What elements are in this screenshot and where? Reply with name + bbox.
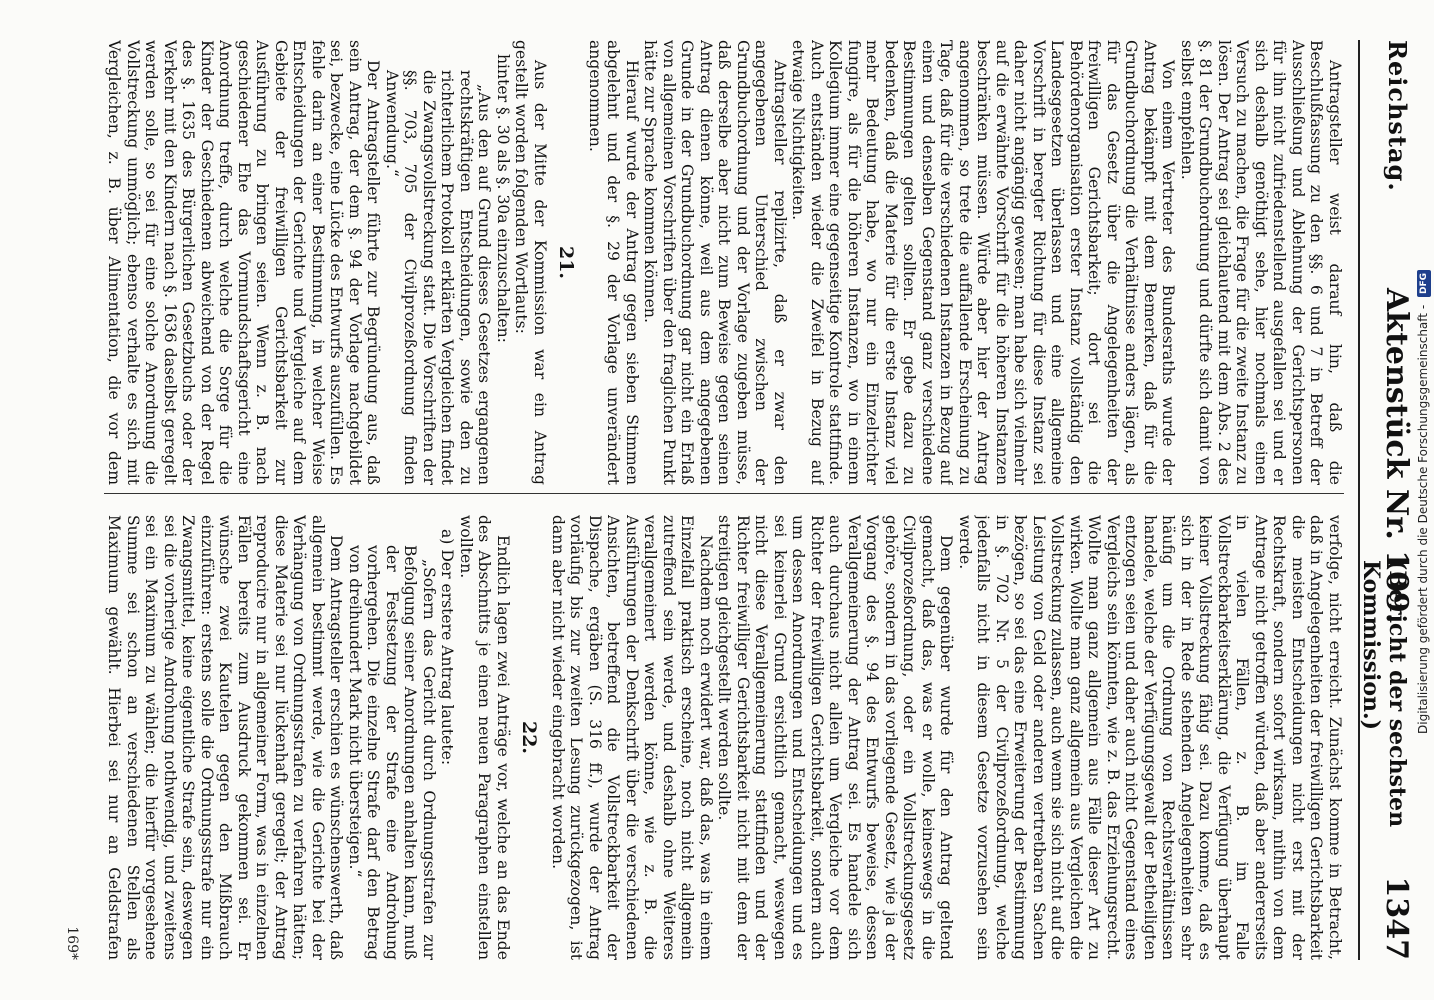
section-heading: 21. — [555, 245, 578, 280]
paragraph: Dem Antragsteller erschien es wünschenswerth, daß allgemein bestimmt werde, wie die Gerichte bei der Verhängung von Ordnungsstrafen zu verfahren hätten; diese Materie sei nur lückenhaft geregelt; der Antrag reproducire nur in allgemeiner Form, was in einzelnen Fällen bereits zum Ausdruck gekommen sei. Er wünsche zwei Kautelen gegen den Mißbrauch einzuführen: erstens solle die Ordnungsstrafe nur ein Zwangsmittel, keine eigentliche Strafe sein, deswegen sei die vorherige Androhung nothwendig, und zweitens sei ein Maximum zu wählen; die hierfür vorgesehene Summe sei schon an verschiedenen Stellen als Maximum gewählt. Hierbei sei nur an Geldstrafen — [105, 515, 346, 960]
paragraph: Aus der Mitte der Kommission war ein Antrag gestellt worden folgenden Wortlauts: — [512, 40, 549, 485]
paragraph: Von einem Vertreter des Bundesraths wurde der Antrag bekämpft mit dem Bemerken, daß für die Grundbuchordnung die Verhältnisse anders lägen, als für das Gesetz über die Angelegenheiten der freiwilligen Gerichtsbarkeit; dort sei die Behördenorganisation erster Instanz vollständig den Landesgesetzen überlassen und eine allgemeine Vorschrift in beregter Richtung für diese Instanz sei daher nicht angängig gewesen; man habe sich vielmehr auf die erwähnte Vorschrift für die höheren Instanzen beschränken müssen. Würde aber hier der Antrag angenommen, so trete die auffallende Erscheinung zu Tage, daß für die verschiedenen Instanzen in Bezug auf einen und denselben Gegenstand ganz verschiedene Bestimmungen gelten sollten. Er gebe dazu zu bedenken, daß die Materie für die erste Instanz viel mehr Bedeutung habe, wo nur ein Einzelrichter fungire, als für die höheren Instanzen, wo in einem Kollegium immer eine gegenseitige Kontrole stattfinde. Auch entständen wieder die Zweifel in Bezug auf etwaige Nichtigkeiten. — [789, 40, 1178, 485]
footer-page-mark: 169* — [64, 926, 80, 960]
header-page-number: 1347 — [1379, 876, 1414, 960]
paragraph: hinter §. 30 als §. 30a einzuschalten: — [494, 54, 512, 343]
header-rule — [1358, 40, 1360, 960]
header-document-number: Aktenstück Nr. 109. — [1379, 288, 1414, 624]
header-reichstag: Reichstag. — [1383, 40, 1412, 192]
section-heading: 22. — [518, 720, 541, 755]
paragraph: Endlich lagen zwei Anträge vor, welche an das Ende des Abschnitts je einen neuen Paragraphen einstellen wollten. — [457, 515, 512, 960]
dfg-side-notice — [1412, 6, 1430, 998]
paragraph: Nachdem noch erwidert war, daß das, was in einem Einzelfall praktisch erscheine, noch nicht allgemein zutreffend sein werde, und deshalb ohne Weiteres verallgemeinert werden könne, wie z. B. die Ausführungen der Denkschrift über die verschiedenen Ansichten, betreffend die Vollstreckbarkeit der Dispache, ergäben (S. 316 ff.), wurde der Antrag vorläufig bis zur zweiten Lesung zurückgezogen, ist dann aber nicht wieder eingebracht worden. — [549, 515, 715, 960]
page-header — [1358, 40, 1416, 960]
dfg-logo: DFG — [1417, 270, 1431, 297]
paragraph: verfolge, nicht erreicht. Zunächst komme in Betracht, daß in Angelegenheiten der freiwilligen Gerichtsbarkeit die meisten Entscheidungen nicht erst mit der Rechtskraft, sondern sofort wirksam, mithin von dem Antrage nicht getroffen würden, daß aber andererseits in vielen Fällen, z. B. im Falle Vollstreckbarkeitserklärung, die Verfügung überhaupt keiner Vollstreckung fähig sei. Dazu komme, daß es sich in der in Rede stehenden Angelegenheiten sehr häufig um die Ordnung von Rechtsverhältnissen handele, welche der Verfügungsgewalt der Betheiligten entzogen seien und daher auch nicht Gegenstand eines Vergleichs sein könnten, wie z. B. das Erziehungsrecht. Wollte man ganz allgemein aus Fälle dieser Art zu wirken. Wollte man ganz allgemein aus Vergleichen die Vollstreckung zulassen, auch wenn sie sich nicht auf die Leistung von Geld oder anderen vertretbaren Sachen bezögen, so sei das eine Erweiterung der Bestimmung in §. 702 Nr. 5 der Civilprozeßordnung, welche jedenfalls nicht in diesem Gesetze vorzusehen sein werde. — [956, 515, 1344, 960]
dfg-notice-text: Digitalisierung gefördert durch die Deutsche Forschungsgemeinschaft - — [1416, 304, 1430, 734]
paragraph: a) Der erstere Antrag lautete: — [438, 529, 457, 766]
left-column — [104, 40, 1344, 485]
column-divider — [104, 493, 1344, 494]
quoted-motion: „Sofern das Gericht durch Ordnungsstrafen zur Befolgung seiner Anordnungen anhalten kann, muß der Festsetzung der Strafe eine Androhung vorhergehen. Die einzelne Strafe darf den Betrag von dreihundert Mark nicht übersteigen.“ — [346, 545, 438, 960]
quoted-motion: „Aus den auf Grund dieses Gesetzes ergangenen rechtskräftigen Entscheidungen, sowie den zu richterlichem Protokoll erklärten Vergleichen findet die Zwangsvollstreckung statt. Die Vorschriften der §§. 703, 705 der Civilprozeßordnung finden Anwendung.“ — [383, 70, 494, 485]
paragraph: Antragsteller replizirte, daß er zwar den angegebenen Unterschied zwischen der Grundbuchordnung und der Vorlage zugeben müsse, daß derselbe aber nicht zum Beweise gegen seinen Antrag dienen könne, weil aus dem angegebenen Grunde in der Grundbuchordnung gar nicht ein Erlaß von allgemeinen Vorschriften über den fraglichen Punkt hätte zur Sprache kommen können. — [641, 40, 789, 485]
right-column — [104, 515, 1344, 960]
paragraph: Hierauf wurde der Antrag gegen sieben Stimmen abgelehnt und der §. 29 der Vorlage unverändert angenommen. — [586, 40, 641, 485]
paragraph: Der Antragsteller führte zur Begründung aus, daß sein Antrag, der dem §. 94 der Vorlage nachgebildet sei, bezwecke, eine Lücke des Entwurfs auszufüllen. Es fehle darin an einer Bestimmung, in welcher Weise Entscheidungen der Gerichte und Vergleiche auf dem Gebiete der freiwilligen Gerichtsbarkeit zur Ausführung zu bringen seien. Wenn z. B. nach geschiedener Ehe das Vormundschaftsgericht eine Anordnung treffe, durch welche die Sorge für die Kinder der Geschiedenen abweichend von der Regel des §. 1635 des Bürgerlichen Gesetzbuchs oder der Verkehr mit den Kindern nach §. 1636 daselbst geregelt werden solle, so sei für eine solche Anordnung die Vollstreckung unmöglich; ebenso verhalte es sich mit Vergleichen, z. B. über Alimentation, die vor dem — [105, 40, 383, 485]
header-report-title: (Bericht der sechsten Kommission.) — [1358, 560, 1410, 828]
paragraph: Dem gegenüber wurde für den Antrag geltend gemacht, daß das, was er wolle, keineswegs in die Civilprozeßordnung, oder ein Vollstreckungsgesetz gehöre, sondern in das vorliegende Gesetz, wie ja der Vorgang des §. 94 des Entwurfs beweise, dessen Verallgemeinerung der Antrag sei. Es handele sich auch durchaus nicht allein um Vergleiche vor dem Richter der freiwilligen Gerichtsbarkeit, sondern auch um dessen Anordnungen und Entscheidungen und es sei keinerlei Grund ersichtlich gemacht, weswegen nicht diese Verallgemeinerung stattfinden und der Richter freiwilliger Gerichtsbarkeit nicht mit dem der streitigen gleichgestellt werden sollte. — [715, 515, 956, 960]
paragraph: Antragsteller weist darauf hin, daß die Beschlußfassung zu den §§. 6 und 7 in Betreff der Ausschließung und Ablehnung der Gerichtspersonen für ihn nicht zufriedenstellend ausgefallen sei und er sich deshalb genöthigt sehe, hier nochmals einen Versuch zu machen, die Frage für die zweite Instanz zu lösen. Der Antrag sei gleichlautend mit dem Abs. 2 des §. 81 der Grundbuchordnung und dürfte sich damit von selbst empfehlen. — [1178, 40, 1344, 485]
